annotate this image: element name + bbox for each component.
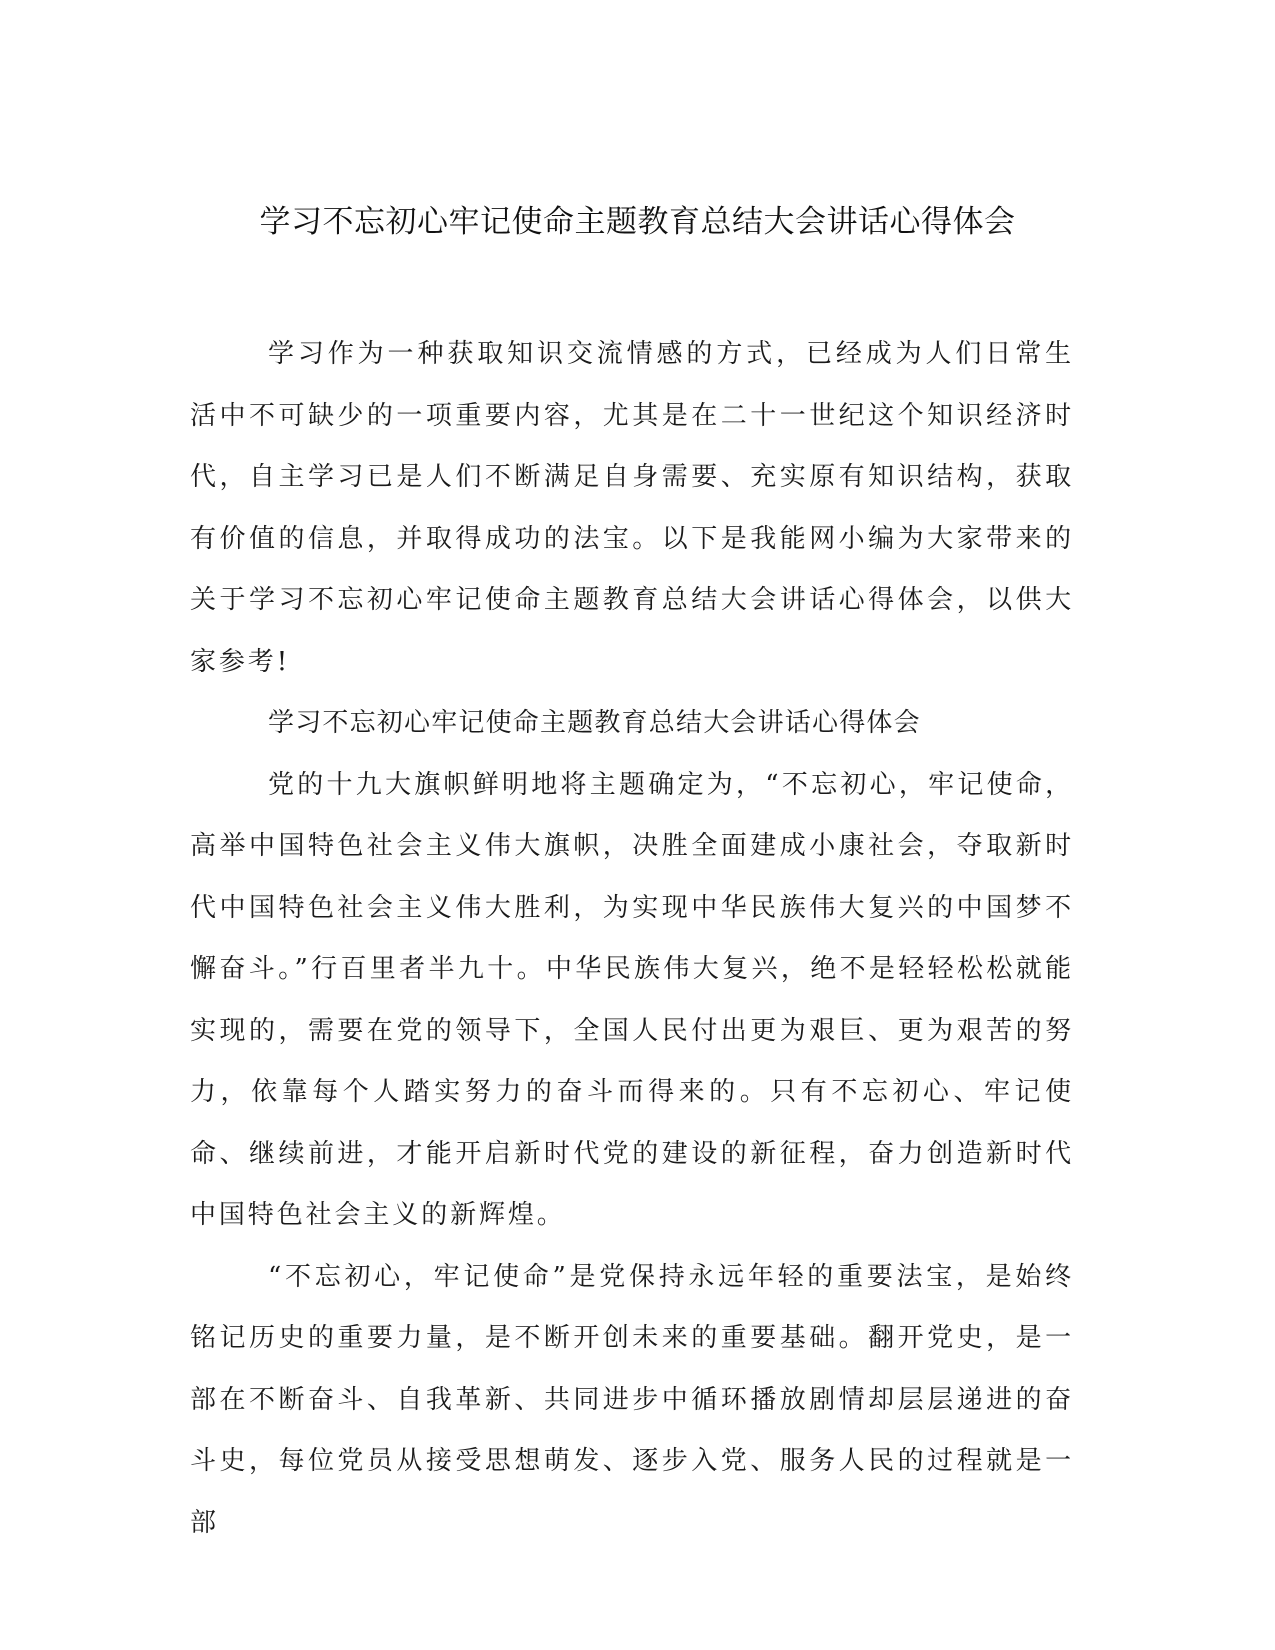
document-title: 学习不忘初心牢记使命主题教育总结大会讲话心得体会: [259, 204, 1016, 240]
body-paragraph-2: “不忘初心，牢记使命”是党保持永远年轻的重要法宝，是始终铭记历史的重要力量，是不断开创未来的重要基础。翻开党史，是一部在不断奋斗、自我革新、共同进步中循环播放剧情却层层递进的奋斗史，每位党员从接受思想萌发、逐步入党、服务人民的过程就是一部: [190, 1261, 1074, 1538]
document-body: [190, 324, 1074, 1554]
body-paragraph-1: 党的十九大旗帜鲜明地将主题确定为，“不忘初心，牢记使命，高举中国特色社会主义伟大旗帜，决胜全面建成小康社会，夺取新时代中国特色社会主义伟大胜利，为实现中华民族伟大复兴的中国梦不懈奋斗。”行百里者半九十。中华民族伟大复兴，绝不是轻轻松松就能实现的，需要在党的领导下，全国人民付出更为艰巨、更为艰苦的努力，依靠每个人踏实努力的奋斗而得来的。只有不忘初心、牢记使命、继续前进，才能开启新时代党的建设的新征程，奋力创造新时代中国特色社会主义的新辉煌。: [190, 769, 1074, 1230]
section-subtitle: 学习不忘初心牢记使命主题教育总结大会讲话心得体会: [268, 708, 921, 738]
intro-paragraph: 学习作为一种获取知识交流情感的方式，已经成为人们日常生活中不可缺少的一项重要内容，尤其是在二十一世纪这个知识经济时代，自主学习已是人们不断满足自身需要、充实原有知识结构，获取有价值的信息，并取得成功的法宝。以下是我能网小编为大家带来的关于学习不忘初心牢记使命主题教育总结大会讲话心得体会，以供大家参考!: [190, 339, 1074, 677]
